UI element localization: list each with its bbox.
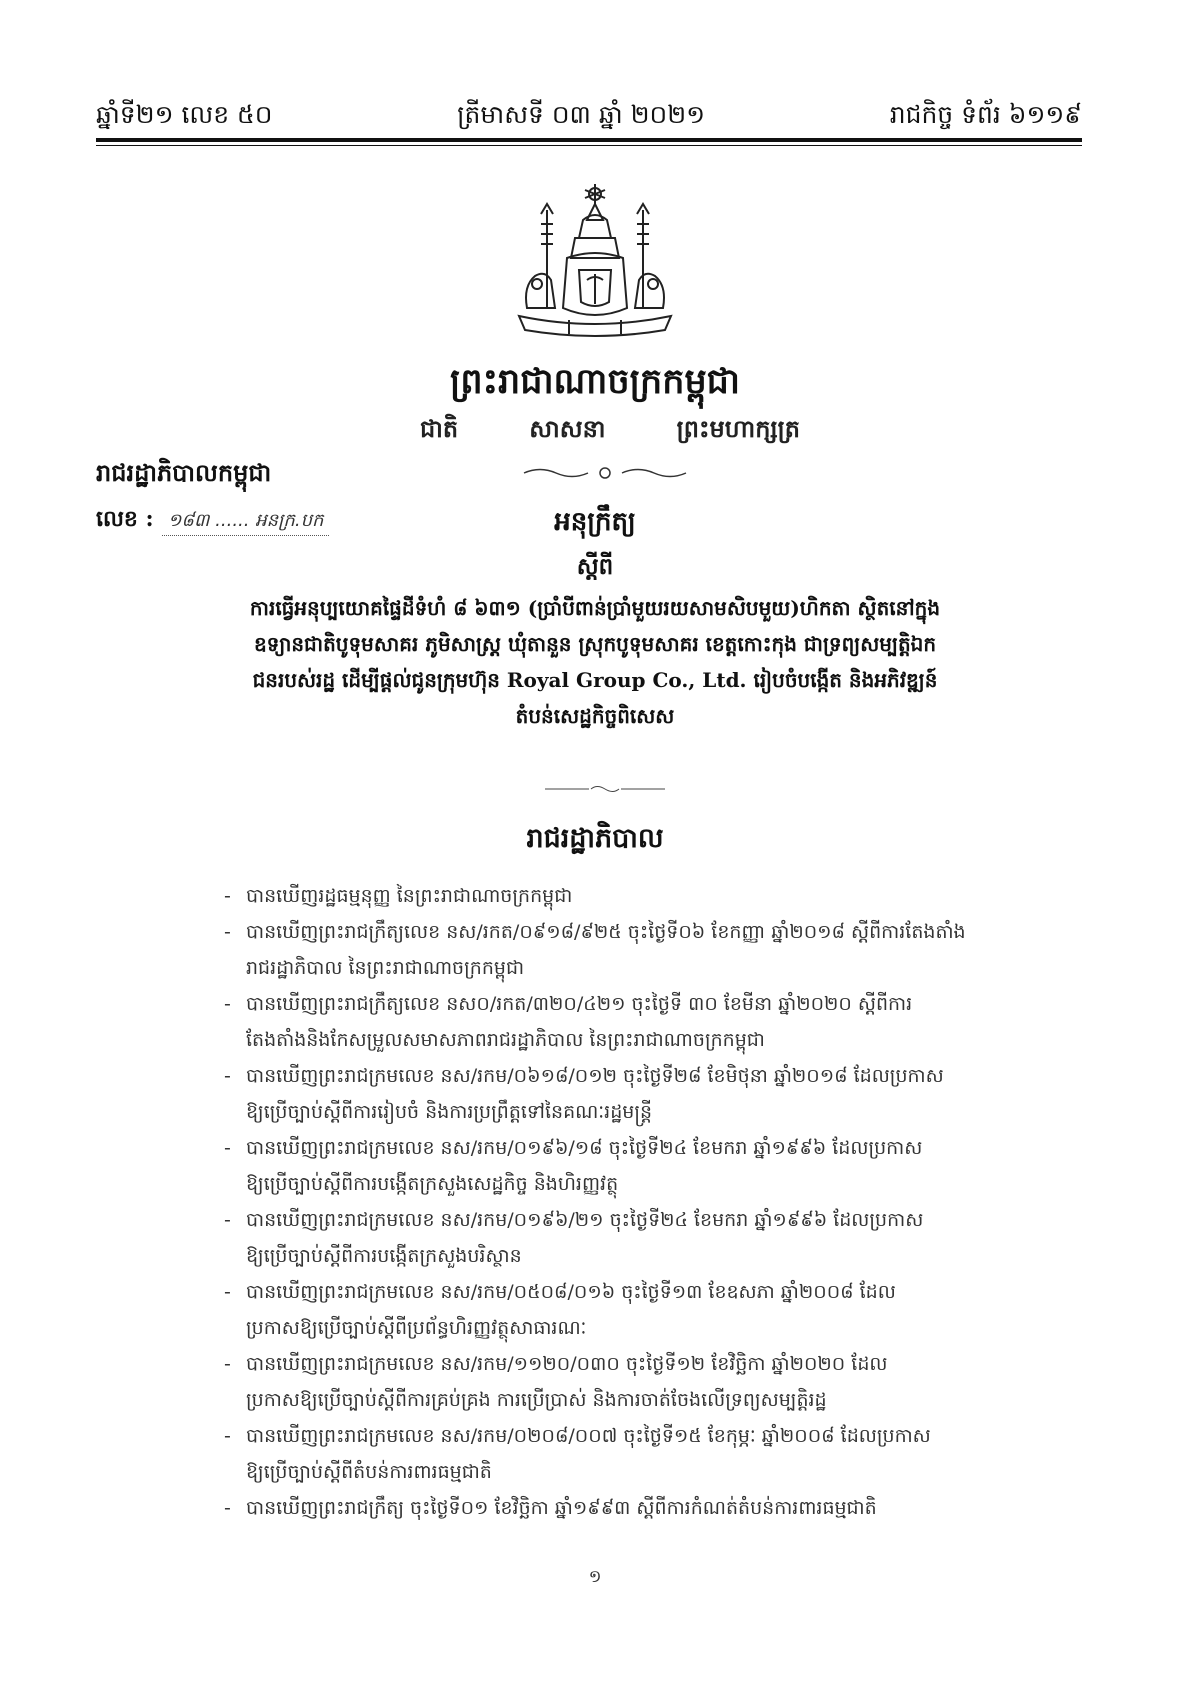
preamble-clauses (220, 878, 1040, 1526)
preamble-clause (220, 1346, 1040, 1418)
clause-line: - បានឃើញរដ្ឋធម្មនុញ្ញ នៃព្រះរាជាណាចក្រកម្ពុជា (246, 885, 573, 907)
clause-line: ឱ្យប្រើច្បាប់ស្តីពីការបង្កើតក្រសួងសេដ្ឋកិច្ច និងហិរញ្ញវត្ថុ (246, 1173, 619, 1195)
preamble-clause (220, 1130, 1040, 1202)
preamble-clause (220, 986, 1040, 1058)
section-divider-icon (545, 784, 665, 794)
national-motto (420, 414, 800, 449)
clause-line: - បានឃើញព្រះរាជក្រឹត្យ ចុះថ្ងៃទី០១ ខែវិច្ឆិកា ឆ្នាំ១៩៩៣ ស្តីពីការកំណត់តំបន់ការពារធម្មជាតិ (246, 1497, 877, 1519)
clause-line: ប្រកាសឱ្យប្រើច្បាប់ស្តីពីការគ្រប់គ្រង ការប្រើប្រាស់ និងការចាត់ចែងលើទ្រព្យសម្បត្តិរដ្ឋ (246, 1389, 827, 1411)
clause-line: - បានឃើញព្រះរាជក្រមលេខ នស/រកម/០១៩៦/១៨ ចុះថ្ងៃទី២៤ ខែមករា ឆ្នាំ១៩៩៦ ដែលប្រកាស (246, 1137, 923, 1159)
preamble-clause (220, 1490, 1040, 1526)
preamble-clause (220, 1418, 1040, 1490)
ornament-divider-icon (520, 466, 690, 480)
number-label: លេខ : (96, 506, 154, 532)
royal-arms-emblem-icon (505, 180, 685, 350)
document-type: អនុក្រឹត្យ (554, 507, 636, 537)
motto-religion: សាសនា (529, 414, 606, 443)
motto-nation: ជាតិ (420, 414, 459, 443)
clause-line: ឱ្យប្រើច្បាប់ស្តីពីការរៀបចំ និងការប្រព្រឹត្តទៅនៃគណៈរដ្ឋមន្ត្រី (246, 1101, 653, 1123)
clause-line: - បានឃើញព្រះរាជក្រមលេខ នស/រកម/០១៩៦/២១ ចុះថ្ងៃទី២៤ ខែមករា ឆ្នាំ១៩៩៦ ដែលប្រកាស (246, 1209, 924, 1231)
document-title (180, 590, 1010, 734)
clause-line: - បានឃើញព្រះរាជក្រឹត្យលេខ នស០/រកត/៣២០/៤២១ ចុះថ្ងៃទី ៣០ ខែមីនា ឆ្នាំ២០២០ ស្តីពីការ (246, 993, 913, 1015)
clause-line: - បានឃើញព្រះរាជក្រឹត្យលេខ នស/រកត/០៩១៨/៩២៥ ចុះថ្ងៃទី០៦ ខែកញ្ញា ឆ្នាំ២០១៨ ស្តីពីការតែងតាំង (246, 921, 966, 943)
number-value: ១៨៣ ...... អនក្រ.បក (162, 508, 330, 536)
about-label: ស្តីពី (576, 553, 614, 580)
preamble-clause (220, 1202, 1040, 1274)
clause-line: - បានឃើញព្រះរាជក្រមលេខ នស/រកម/០៥០៨/០១៦ ចុះថ្ងៃទី១៣ ខែឧសភា ឆ្នាំ២០០៨ ដែល (246, 1281, 896, 1303)
clause-line: - បានឃើញព្រះរាជក្រមលេខ នស/រកម/០៦១៨/០១២ ចុះថ្ងៃទី២៨ ខែមិថុនា ឆ្នាំ២០១៨ ដែលប្រកាស (246, 1065, 944, 1087)
preamble-clause (220, 878, 1040, 914)
clause-line: - បានឃើញព្រះរាជក្រមលេខ នស/រកម/០២០៨/០០៧ ចុះថ្ងៃទី១៥ ខែកុម្ភៈ ឆ្នាំ២០០៨ ដែលប្រកាស (246, 1425, 931, 1447)
page-number: ១ (588, 1567, 602, 1587)
motto-king: ព្រះមហាក្សត្រ (676, 414, 800, 443)
government-heading: រាជរដ្ឋាភិបាល (526, 823, 664, 854)
header-volume: ឆ្នាំទី២១ លេខ ៥០ (96, 100, 273, 129)
clause-line: ឱ្យប្រើច្បាប់ស្តីពីតំបន់ការពារធម្មជាតិ (246, 1461, 492, 1483)
header-rule-thin (96, 145, 1082, 146)
header-quarter: ត្រីមាសទី ០៣ ឆ្នាំ ២០២១ (457, 100, 706, 129)
preamble-clause (220, 1058, 1040, 1130)
clause-line: ឱ្យប្រើច្បាប់ស្តីពីការបង្កើតក្រសួងបរិស្ថាន (246, 1245, 522, 1267)
preamble-clause (220, 914, 1040, 986)
title-line: ជនរបស់រដ្ឋ ដើម្បីផ្តល់ជូនក្រុមហ៊ុន Royal Group Co., Ltd. រៀបចំបង្កើត និងអភិវឌ្ឍន៍ (252, 668, 938, 692)
kingdom-title: ព្រះរាជាណាចក្រកម្ពុជា (449, 361, 740, 402)
header-rule-thick (96, 138, 1082, 142)
preamble-clause (220, 1274, 1040, 1346)
title-line: ឧទ្យានជាតិបូទុមសាគរ ភូមិសាស្ត្រ ឃុំតានួន ស្រុកបូទុមសាគរ ខេត្តកោះកុង ជាទ្រព្យសម្បត្តិឯក (253, 632, 937, 656)
issuing-government: រាជរដ្ឋាភិបាលកម្ពុជា (96, 458, 272, 487)
clause-line: - បានឃើញព្រះរាជក្រមលេខ នស/រកម/១១២០/០៣០ ចុះថ្ងៃទី១២ ខែវិច្ឆិកា ឆ្នាំ២០២០ ដែល (246, 1353, 888, 1375)
clause-line: ប្រកាសឱ្យប្រើច្បាប់ស្តីពីប្រព័ន្ធហិរញ្ញវត្ថុសាធារណៈ (246, 1317, 587, 1339)
title-line: តំបន់សេដ្ឋកិច្ចពិសេស (515, 704, 675, 728)
header-gazette-page: រាជកិច្ច ទំព័រ ៦១១៩ (889, 100, 1082, 129)
title-line: ការធ្វើអនុប្បយោគផ្ទៃដីទំហំ ៨ ៦៣១ (ប្រាំបីពាន់ប្រាំមួយរយសាមសិបមួយ)ហិកតា ស្ថិតនៅក្នុង (249, 596, 941, 620)
clause-line: រាជរដ្ឋាភិបាល នៃព្រះរាជាណាចក្រកម្ពុជា (246, 957, 525, 979)
gazette-header (96, 92, 1082, 136)
clause-line: តែងតាំងនិងកែសម្រួលសមាសភាពរាជរដ្ឋាភិបាល នៃព្រះរាជាណាចក្រកម្ពុជា (246, 1029, 765, 1051)
